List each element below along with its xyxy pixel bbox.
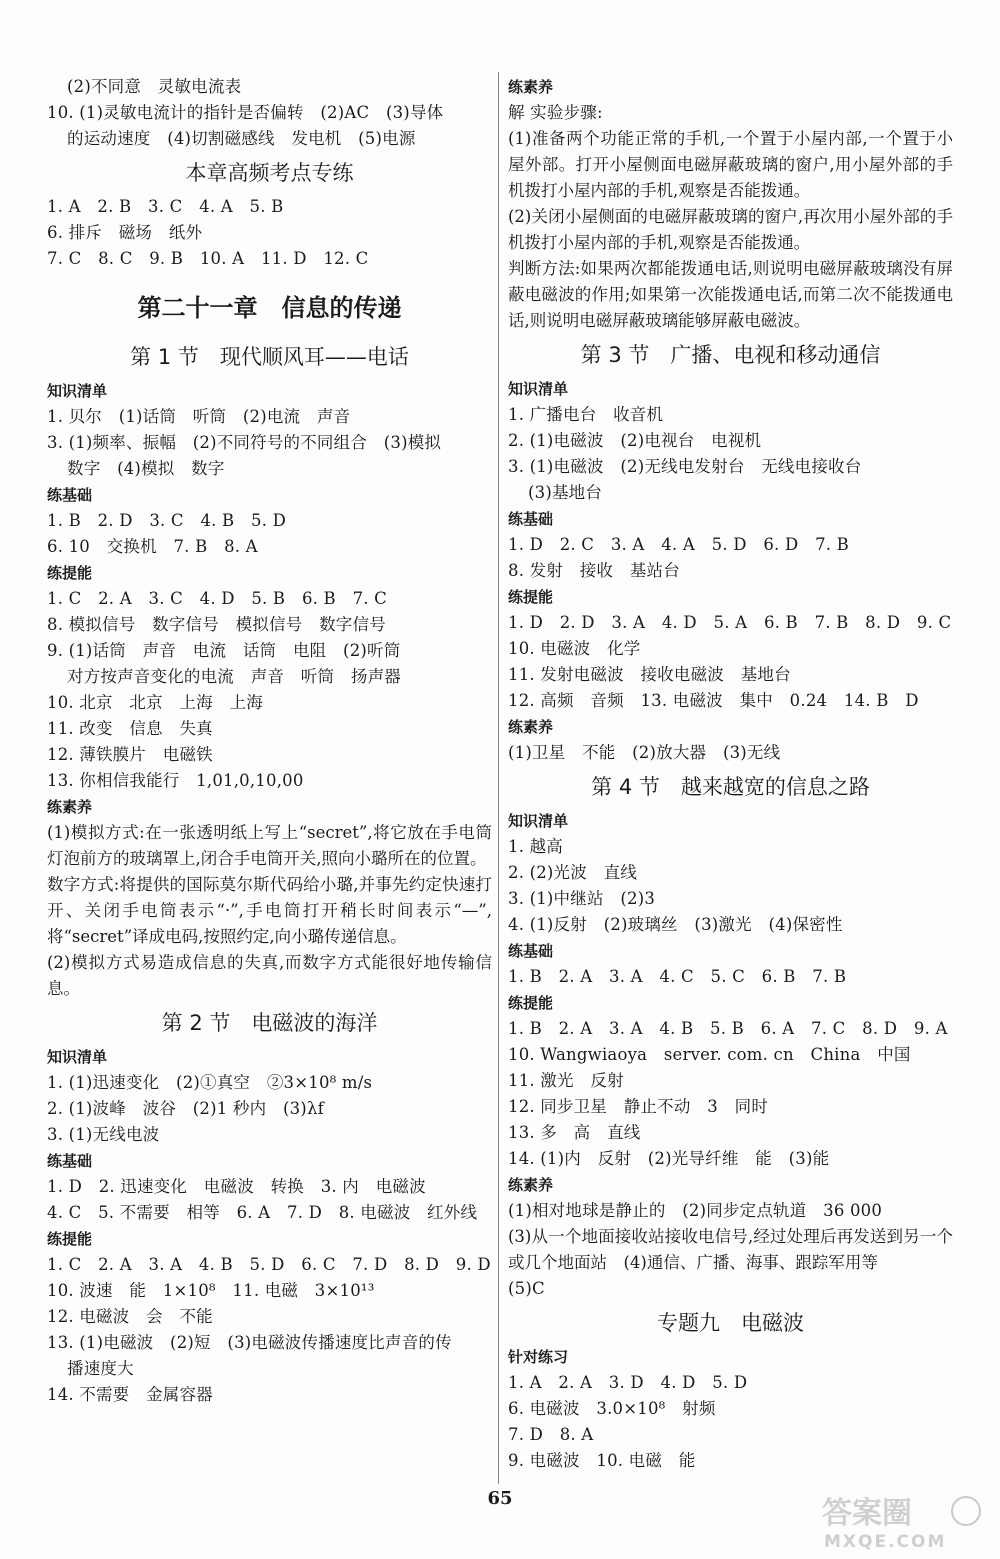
answer-paragraph: (2)模拟方式易造成信息的失真,而数字方式能很好地传输信息。 <box>47 953 492 998</box>
answer-line: 4. (1)反射 (2)玻璃丝 (3)激光 (4)保密性 <box>508 915 843 934</box>
answer-line: 6. 电磁波 3.0×10⁸ 射频 <box>508 1399 716 1418</box>
watermark-bottom-text: MXQE.COM <box>824 1532 947 1552</box>
answer-line: 13. 多 高 直线 <box>508 1123 641 1142</box>
answer-line: 8. 模拟信号 数字信号 模拟信号 数字信号 <box>47 615 386 634</box>
answer-line: (2)不同意 灵敏电流表 <box>67 77 242 96</box>
answer-line: (5)C <box>508 1279 545 1298</box>
section-heading: 专题九 电磁波 <box>657 1311 804 1335</box>
answer-line: 6. 排斥 磁场 纸外 <box>47 223 203 242</box>
answer-line: 9. 电磁波 10. 电磁 能 <box>508 1451 696 1470</box>
answer-line: 1. C 2. A 3. A 4. B 5. D 6. C 7. D 8. D 9. D <box>47 1255 491 1274</box>
subsection-label: 练素养 <box>508 78 554 96</box>
answer-line: 1. B 2. D 3. C 4. B 5. D <box>47 511 287 530</box>
answer-paragraph: 判断方法:如果两次都能拨通电话,则说明电磁屏蔽玻璃没有屏蔽电磁波的作用;如果第一次能拨通电话,而第二次不能拨通电话,则说明电磁屏蔽玻璃能够屏蔽电磁波。 <box>508 259 953 330</box>
section-heading: 第 4 节 越来越宽的信息之路 <box>591 775 870 799</box>
answer-line: (3)基地台 <box>528 483 603 502</box>
answer-paragraph: (3)从一个地面接收站接收电信号,经过处理后再发送到另一个或几个地面站 (4)通信、广播、海事、跟踪军用等 <box>508 1227 953 1272</box>
answer-line: 12. 薄铁膜片 电磁铁 <box>47 745 213 764</box>
answer-line: 8. 发射 接收 基站台 <box>508 561 680 580</box>
answer-line: 9. (1)话筒 声音 电流 话筒 电阻 (2)听筒 <box>47 641 401 660</box>
answer-line: 6. 10 交换机 7. B 8. A <box>47 537 258 556</box>
answer-line: 14. (1)内 反射 (2)光导纤维 能 (3)能 <box>508 1149 830 1168</box>
answer-paragraph: (1)模拟方式:在一张透明纸上写上“secret”,将它放在手电筒灯泡前方的玻璃罩上,闭合手电筒开关,照向小璐所在的位置。 <box>47 823 492 868</box>
answer-line: 1. D 2. C 3. A 4. A 5. D 6. D 7. B <box>508 535 849 554</box>
section-heading: 第 2 节 电磁波的海洋 <box>161 1011 378 1035</box>
answer-line: 1. C 2. A 3. C 4. D 5. B 6. B 7. C <box>47 589 387 608</box>
answer-line: 10. 波速 能 1×10⁸ 11. 电磁 3×10¹³ <box>47 1281 375 1300</box>
answer-line: 2. (1)电磁波 (2)电视台 电视机 <box>508 431 762 450</box>
answer-line: 10. (1)灵敏电流计的指针是否偏转 (2)AC (3)导体 <box>47 103 444 122</box>
answer-line: 数字 (4)模拟 数字 <box>67 459 225 478</box>
answer-line: 1. D 2. D 3. A 4. D 5. A 6. B 7. B 8. D 9. C <box>508 613 952 632</box>
answer-line: 13. 你相信我能行 1,01,0,10,00 <box>47 771 304 790</box>
page-number: 65 <box>487 1488 513 1509</box>
left-column <box>47 74 492 1408</box>
answer-line: 3. (1)电磁波 (2)无线电发射台 无线电接收台 <box>508 457 862 476</box>
section-heading: 第 1 节 现代顺风耳——电话 <box>130 345 409 369</box>
answer-line: 7. C 8. C 9. B 10. A 11. D 12. C <box>47 249 369 268</box>
answer-line: 10. 北京 北京 上海 上海 <box>47 693 263 712</box>
right-column <box>508 74 953 1474</box>
subsection-label: 知识清单 <box>47 1048 108 1066</box>
answer-line: 1. 广播电台 收音机 <box>508 405 664 424</box>
answer-line: 1. (1)迅速变化 (2)①真空 ②3×10⁸ m/s <box>47 1073 373 1092</box>
answer-paragraph: (2)关闭小屋侧面的电磁屏蔽玻璃的窗户,再次用小屋外部的手机拨打小屋内部的手机,观察是否能拨通。 <box>508 207 953 252</box>
answer-line: 4. C 5. 不需要 相等 6. A 7. D 8. 电磁波 红外线 <box>47 1203 478 1222</box>
answer-line: 3. (1)无线电波 <box>47 1125 160 1144</box>
answer-line: 解 实验步骤: <box>508 103 603 122</box>
watermark-top-text: 答案圈 <box>822 1496 912 1531</box>
subsection-label: 练提能 <box>508 994 554 1012</box>
answer-line: 3. (1)频率、振幅 (2)不同符号的不同组合 (3)模拟 <box>47 433 442 452</box>
answer-line: 11. 改变 信息 失真 <box>47 719 213 738</box>
subsection-label: 练提能 <box>47 1230 93 1248</box>
answer-line: (1)卫星 不能 (2)放大器 (3)无线 <box>508 743 781 762</box>
answer-line: 1. B 2. A 3. A 4. C 5. C 6. B 7. B <box>508 967 847 986</box>
answer-line: 12. 电磁波 会 不能 <box>47 1307 213 1326</box>
answer-line: 10. 电磁波 化学 <box>508 639 641 658</box>
answer-line: 播速度大 <box>67 1359 134 1378</box>
answer-paragraph: 数字方式:将提供的国际莫尔斯代码给小璐,并事先约定快速打开、关闭手电筒表示“·”,手电筒打开稍长时间表示“—”,将“secret”译成电码,按照约定,向小璐传递信息。 <box>47 875 492 946</box>
answer-line: 2. (2)光波 直线 <box>508 863 638 882</box>
subsection-label: 练素养 <box>508 1176 554 1194</box>
answer-line: 1. A 2. B 3. C 4. A 5. B <box>47 197 284 216</box>
answer-line: (1)相对地球是静止的 (2)同步定点轨道 36 000 <box>508 1201 883 1220</box>
subsection-label: 练基础 <box>47 1152 93 1170</box>
answer-line: 12. 高频 音频 13. 电磁波 集中 0.24 14. B D <box>508 691 919 710</box>
answer-paragraph: (1)准备两个功能正常的手机,一个置于小屋内部,一个置于小屋外部。打开小屋侧面电磁屏蔽玻璃的窗户,用小屋外部的手机拨打小屋内部的手机,观察是否能拨通。 <box>508 129 953 200</box>
answer-line: 对方按声音变化的电流 声音 听筒 扬声器 <box>67 667 401 686</box>
section-heading: 本章高频考点专练 <box>185 161 354 185</box>
answer-line: 11. 发射电磁波 接收电磁波 基地台 <box>508 665 791 684</box>
subsection-label: 知识清单 <box>47 382 108 400</box>
answer-line: 14. 不需要 金属容器 <box>47 1385 213 1404</box>
answer-line: 11. 激光 反射 <box>508 1071 624 1090</box>
answer-line: 1. 越高 <box>508 837 563 856</box>
subsection-label: 练基础 <box>508 510 554 528</box>
subsection-label: 练基础 <box>47 486 93 504</box>
answer-line: 1. B 2. A 3. A 4. B 5. B 6. A 7. C 8. D 9. A <box>508 1019 948 1038</box>
subsection-label: 练素养 <box>47 798 93 816</box>
chapter-heading: 第二十一章 信息的传递 <box>137 294 402 322</box>
answer-line: 的运动速度 (4)切割磁感线 发电机 (5)电源 <box>67 129 416 148</box>
answer-line: 1. A 2. A 3. D 4. D 5. D <box>508 1373 748 1392</box>
subsection-label: 练提能 <box>47 564 93 582</box>
subsection-label: 针对练习 <box>508 1348 569 1366</box>
subsection-label: 练素养 <box>508 718 554 736</box>
section-heading: 第 3 节 广播、电视和移动通信 <box>580 343 881 367</box>
answer-line: 10. Wangwiaoya server. com. cn China 中国 <box>508 1045 911 1064</box>
column-divider <box>498 72 499 1484</box>
answer-line: 1. D 2. 迅速变化 电磁波 转换 3. 内 电磁波 <box>47 1177 426 1196</box>
subsection-label: 练提能 <box>508 588 554 606</box>
subsection-label: 知识清单 <box>508 812 569 830</box>
answer-line: 2. (1)波峰 波谷 (2)1 秒内 (3)λf <box>47 1099 324 1118</box>
answer-line: 7. D 8. A <box>508 1425 594 1444</box>
answer-line: 3. (1)中继站 (2)3 <box>508 889 656 908</box>
subsection-label: 知识清单 <box>508 380 569 398</box>
answer-line: 1. 贝尔 (1)话筒 听筒 (2)电流 声音 <box>47 407 351 426</box>
answer-line: 13. (1)电磁波 (2)短 (3)电磁波传播速度比声音的传 <box>47 1333 452 1352</box>
answer-line: 12. 同步卫星 静止不动 3 同时 <box>508 1097 769 1116</box>
watermark-circle-icon <box>952 1497 980 1525</box>
watermark-logo <box>816 1491 986 1553</box>
subsection-label: 练基础 <box>508 942 554 960</box>
